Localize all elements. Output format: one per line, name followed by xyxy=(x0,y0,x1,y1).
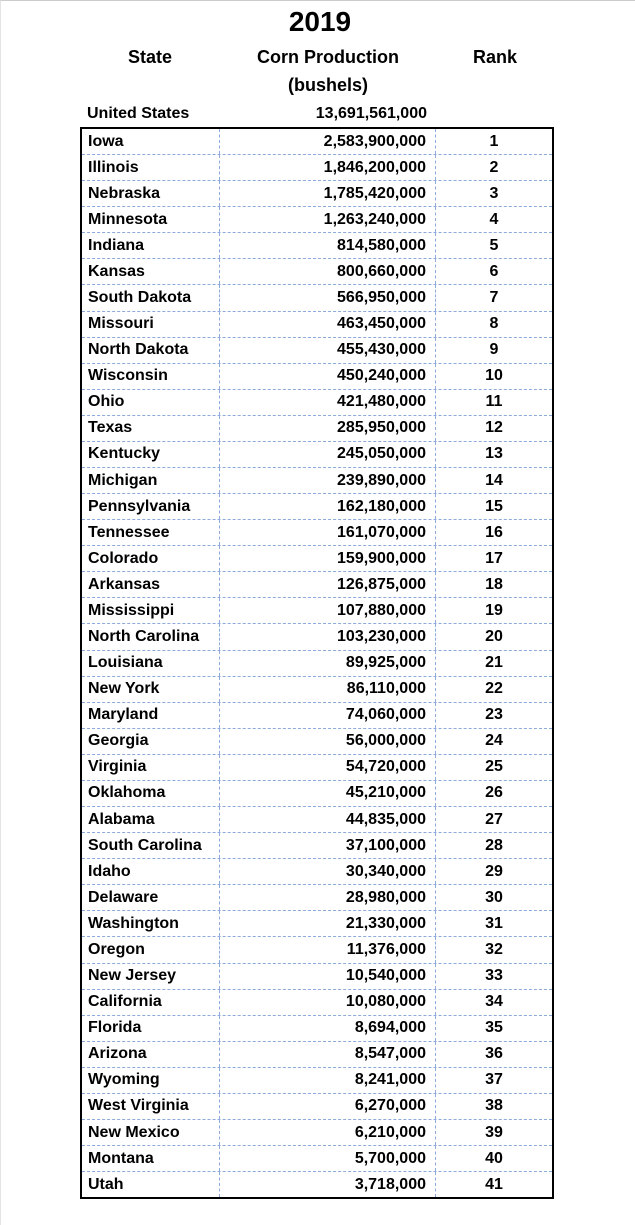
table-row xyxy=(82,390,552,416)
table-row xyxy=(82,572,552,598)
rank-cell: 28 xyxy=(485,836,503,854)
table-row xyxy=(82,468,552,494)
production-cell: 161,070,000 xyxy=(220,520,436,545)
col-header-spacer-right xyxy=(436,72,554,98)
state-cell: Georgia xyxy=(82,729,220,754)
production-cell: 45,210,000 xyxy=(220,781,436,806)
table-header xyxy=(80,44,554,70)
table-row xyxy=(82,442,552,468)
rank-cell: 13 xyxy=(485,445,503,463)
rank-cell: 41 xyxy=(485,1175,503,1193)
production-cell: 1,846,200,000 xyxy=(220,155,436,180)
table-row xyxy=(82,598,552,624)
table-row xyxy=(82,964,552,990)
state-cell: Wyoming xyxy=(82,1068,220,1093)
rank-cell: 37 xyxy=(485,1071,503,1089)
rank-cell: 14 xyxy=(485,471,503,489)
summary-production-value: 13,691,561,000 xyxy=(315,105,427,122)
state-cell: Louisiana xyxy=(82,651,220,676)
state-cell: Montana xyxy=(82,1146,220,1171)
production-cell: 159,900,000 xyxy=(220,546,436,571)
rank-cell: 29 xyxy=(485,862,503,880)
table-row xyxy=(82,937,552,963)
rank-cell: 8 xyxy=(489,315,499,333)
table-row xyxy=(82,677,552,703)
rank-cell: 27 xyxy=(485,810,503,828)
production-cell: 450,240,000 xyxy=(220,364,436,389)
table-row xyxy=(82,1146,552,1172)
production-cell: 566,950,000 xyxy=(220,285,436,310)
production-cell: 6,210,000 xyxy=(220,1120,436,1145)
production-cell: 21,330,000 xyxy=(220,911,436,936)
rank-cell: 26 xyxy=(485,784,503,802)
rank-cell: 2 xyxy=(489,158,499,176)
table-row xyxy=(82,312,552,338)
production-cell: 6,270,000 xyxy=(220,1094,436,1119)
rank-cell: 5 xyxy=(489,236,499,254)
table-row xyxy=(82,1016,552,1042)
production-cell: 800,660,000 xyxy=(220,259,436,284)
state-cell: Pennsylvania xyxy=(82,494,220,519)
production-cell: 2,583,900,000 xyxy=(220,129,436,154)
summary-row-united-states xyxy=(80,101,554,127)
state-cell: Virginia xyxy=(82,755,220,780)
rank-cell: 25 xyxy=(485,758,503,776)
state-cell: Ohio xyxy=(82,390,220,415)
state-cell: Utah xyxy=(82,1172,220,1197)
state-cell: Iowa xyxy=(82,129,220,154)
table-row xyxy=(82,990,552,1016)
state-cell: Kentucky xyxy=(82,442,220,467)
table-row xyxy=(82,546,552,572)
state-cell: North Carolina xyxy=(82,624,220,649)
table-row xyxy=(82,259,552,285)
rank-cell: 11 xyxy=(485,393,503,411)
rank-cell: 10 xyxy=(485,367,503,385)
state-cell: Michigan xyxy=(82,468,220,493)
production-cell: 162,180,000 xyxy=(220,494,436,519)
state-cell: Arizona xyxy=(82,1042,220,1067)
production-cell: 8,694,000 xyxy=(220,1016,436,1041)
rank-cell: 18 xyxy=(485,575,503,593)
page-title: 2019 xyxy=(288,6,352,37)
rank-cell: 39 xyxy=(485,1123,503,1141)
state-cell: Idaho xyxy=(82,859,220,884)
production-cell: 37,100,000 xyxy=(220,833,436,858)
table-row xyxy=(82,703,552,729)
table-row xyxy=(82,781,552,807)
rank-cell: 30 xyxy=(485,888,503,906)
rank-cell: 22 xyxy=(485,680,503,698)
state-cell: Arkansas xyxy=(82,572,220,597)
production-cell: 74,060,000 xyxy=(220,703,436,728)
state-cell: Minnesota xyxy=(82,207,220,232)
col-header-spacer-left xyxy=(80,72,220,98)
state-cell: Tennessee xyxy=(82,520,220,545)
production-cell: 421,480,000 xyxy=(220,390,436,415)
rank-cell: 6 xyxy=(489,262,499,280)
production-cell: 30,340,000 xyxy=(220,859,436,884)
production-cell: 54,720,000 xyxy=(220,755,436,780)
rank-cell: 35 xyxy=(485,1019,503,1037)
table-row xyxy=(82,885,552,911)
state-cell: Illinois xyxy=(82,155,220,180)
rank-cell: 3 xyxy=(489,184,499,202)
table-row xyxy=(82,338,552,364)
table-row xyxy=(82,859,552,885)
rank-cell: 24 xyxy=(485,732,503,750)
production-cell: 56,000,000 xyxy=(220,729,436,754)
rank-cell: 17 xyxy=(485,549,503,567)
table-row xyxy=(82,285,552,311)
production-cell: 463,450,000 xyxy=(220,312,436,337)
rank-cell: 7 xyxy=(489,289,499,306)
state-cell: Washington xyxy=(82,911,220,936)
table-header-units xyxy=(80,72,554,98)
table-row xyxy=(82,729,552,755)
table-row xyxy=(82,207,552,233)
state-cell: Oregon xyxy=(82,937,220,962)
rank-cell: 32 xyxy=(485,940,503,958)
table-row xyxy=(82,807,552,833)
summary-state-label: United States xyxy=(87,105,190,122)
table-row xyxy=(82,911,552,937)
production-cell: 10,540,000 xyxy=(220,964,436,989)
production-cell: 814,580,000 xyxy=(220,233,436,258)
state-cell: Nebraska xyxy=(82,181,220,206)
table-row xyxy=(82,755,552,781)
col-header-production-units: (bushels) xyxy=(287,75,368,95)
col-header-rank: Rank xyxy=(472,47,517,67)
production-cell: 285,950,000 xyxy=(220,416,436,441)
production-cell: 89,925,000 xyxy=(220,651,436,676)
state-cell: California xyxy=(82,990,220,1015)
state-cell: New York xyxy=(82,677,220,702)
rank-cell: 16 xyxy=(485,523,503,541)
state-cell: Maryland xyxy=(82,703,220,728)
table-row xyxy=(82,416,552,442)
table-row xyxy=(82,1042,552,1068)
production-cell: 10,080,000 xyxy=(220,990,436,1015)
production-cell: 103,230,000 xyxy=(220,624,436,649)
production-cell: 239,890,000 xyxy=(220,468,436,493)
production-cell: 8,547,000 xyxy=(220,1042,436,1067)
state-cell: Delaware xyxy=(82,885,220,910)
state-cell: Kansas xyxy=(82,259,220,284)
production-cell: 3,718,000 xyxy=(220,1172,436,1197)
state-cell: Mississippi xyxy=(82,598,220,623)
col-header-production: Corn Production xyxy=(257,47,399,67)
production-cell: 1,785,420,000 xyxy=(220,181,436,206)
table-row xyxy=(82,1068,552,1094)
table-row xyxy=(82,520,552,546)
state-cell: New Mexico xyxy=(82,1120,220,1145)
state-cell: South Dakota xyxy=(82,285,220,310)
state-cell: New Jersey xyxy=(82,964,220,989)
table-row xyxy=(82,1172,552,1197)
table-row xyxy=(82,155,552,181)
production-cell: 5,700,000 xyxy=(220,1146,436,1171)
rank-cell: 15 xyxy=(485,497,503,515)
rank-cell: 38 xyxy=(485,1097,503,1115)
table-row xyxy=(82,1120,552,1146)
rank-cell: 20 xyxy=(485,628,503,646)
production-cell: 11,376,000 xyxy=(220,937,436,962)
col-header-state: State xyxy=(127,47,172,67)
state-cell: Alabama xyxy=(82,807,220,832)
table-row xyxy=(82,364,552,390)
rank-cell: 21 xyxy=(485,654,503,672)
rank-cell: 23 xyxy=(485,706,503,724)
rank-cell: 31 xyxy=(485,914,503,932)
table-row xyxy=(82,129,552,155)
rank-cell: 12 xyxy=(485,419,503,437)
production-cell: 455,430,000 xyxy=(220,338,436,363)
table-row xyxy=(82,833,552,859)
data-table xyxy=(80,127,554,1199)
table-row xyxy=(82,181,552,207)
rank-cell: 9 xyxy=(489,341,499,359)
production-cell: 28,980,000 xyxy=(220,885,436,910)
table-row xyxy=(82,624,552,650)
rank-cell: 33 xyxy=(485,967,503,985)
rank-cell: 1 xyxy=(489,132,499,150)
production-cell: 44,835,000 xyxy=(220,807,436,832)
summary-rank-empty xyxy=(436,101,554,127)
production-cell: 126,875,000 xyxy=(220,572,436,597)
production-cell: 1,263,240,000 xyxy=(220,207,436,232)
state-cell: Colorado xyxy=(82,546,220,571)
table-row xyxy=(82,233,552,259)
table-row xyxy=(82,1094,552,1120)
rank-cell: 36 xyxy=(485,1045,503,1063)
production-cell: 107,880,000 xyxy=(220,598,436,623)
state-cell: West Virginia xyxy=(82,1094,220,1119)
state-cell: Florida xyxy=(82,1016,220,1041)
production-cell: 86,110,000 xyxy=(220,677,436,702)
production-cell: 8,241,000 xyxy=(220,1068,436,1093)
production-cell: 245,050,000 xyxy=(220,442,436,467)
table-row xyxy=(82,651,552,677)
state-cell: Wisconsin xyxy=(82,364,220,389)
state-cell: Oklahoma xyxy=(82,781,220,806)
state-cell: Indiana xyxy=(82,233,220,258)
rank-cell: 19 xyxy=(485,601,503,619)
rank-cell: 4 xyxy=(489,210,499,228)
rank-cell: 34 xyxy=(485,993,503,1011)
state-cell: Texas xyxy=(82,416,220,441)
state-cell: North Dakota xyxy=(82,338,220,363)
table-row xyxy=(82,494,552,520)
state-cell: Missouri xyxy=(82,312,220,337)
state-cell: South Carolina xyxy=(82,833,220,858)
rank-cell: 40 xyxy=(485,1149,503,1167)
